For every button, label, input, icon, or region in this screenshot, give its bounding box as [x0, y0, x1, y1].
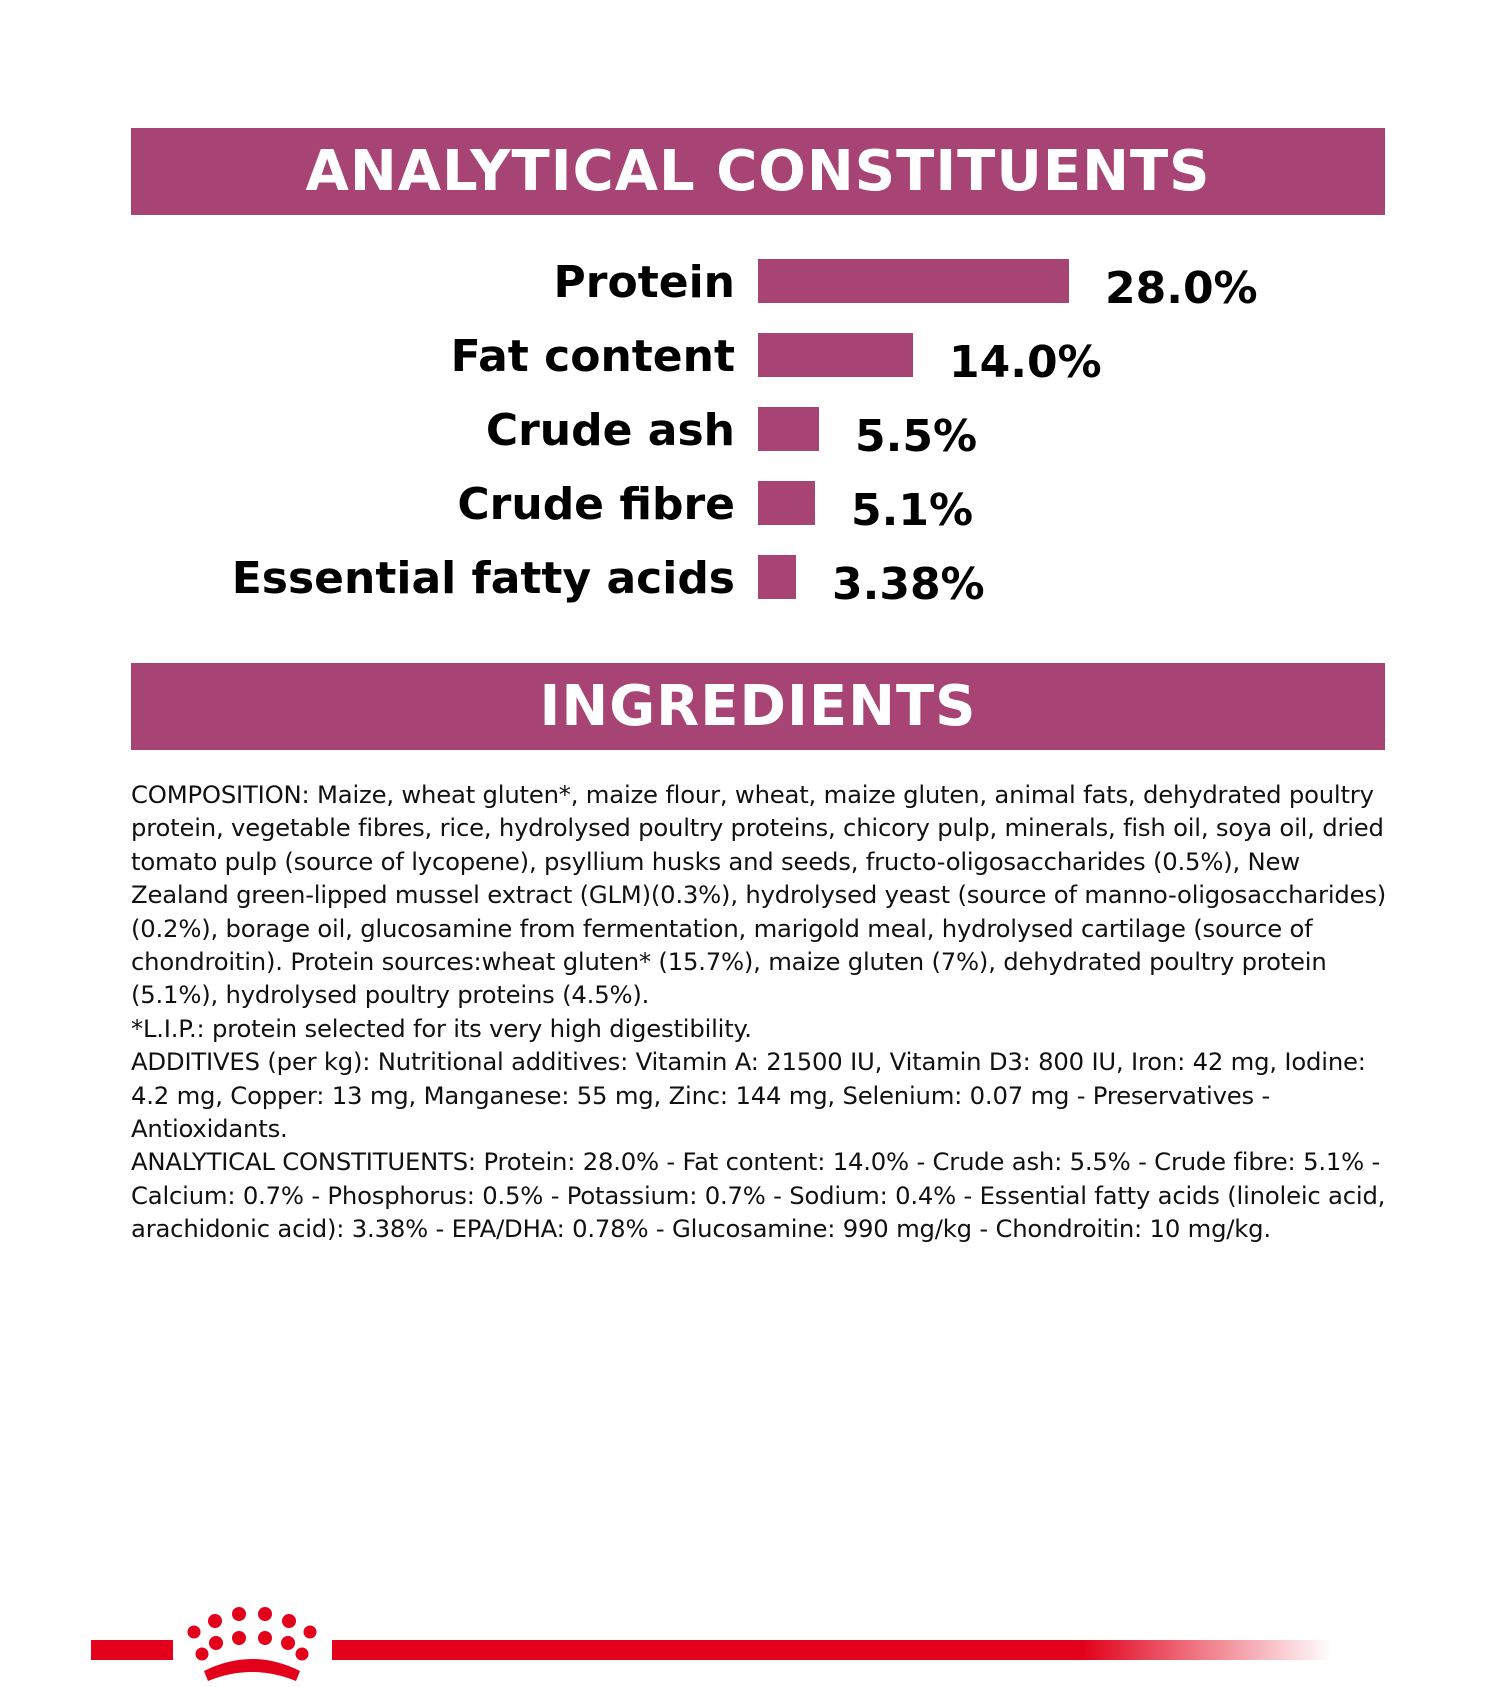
- constituent-row-crude-ash: [0, 400, 1500, 462]
- constituent-bar: [758, 259, 1069, 303]
- footer-stripe-left: [91, 1640, 173, 1660]
- composition-text: [131, 778, 1391, 1246]
- constituent-label: Crude ash: [485, 405, 735, 456]
- constituent-row-crude-fibre: [0, 474, 1500, 536]
- constituent-value: 28.0%: [1105, 263, 1258, 314]
- constituent-row-essential-fatty-acids: [0, 548, 1500, 610]
- constituent-row-protein: [0, 252, 1500, 314]
- ingredients-heading: [131, 663, 1385, 750]
- composition-paragraph: COMPOSITION: Maize, wheat gluten*, maize flour, wheat, maize gluten, animal fats, dehydrated poultry protein, vegetable fibres, rice, hydrolysed poultry proteins, chicory pulp, minerals, fish oil, soya oil, dried tomato pulp (source of lycopene), psyllium husks and seeds, fructo-oligosaccharides (0.5%), New Zealand green-lipped mussel extract (GLM)(0.3%), hydrolysed yeast (source of manno-oligosaccharides) (0.2%), borage oil, glucosamine from fermentation, marigold meal, hydrolysed cartilage (source of chondroitin). Protein sources:wheat gluten* (15.7%), maize gluten (7%), dehydrated poultry protein (5.1%), hydrolysed poultry proteins (4.5%).: [131, 780, 1387, 1010]
- additives-paragraph: ADDITIVES (per kg): Nutritional additives: Vitamin A: 21500 IU, Vitamin D3: 800 IU, Iron: 42 mg, Iodine: 4.2 mg, Copper: 13 mg, Manganese: 55 mg, Zinc: 144 mg, Selenium: 0.07 mg - Preservatives - Antioxidants.: [131, 1047, 1366, 1144]
- ingredients-title: INGREDIENTS: [539, 674, 977, 739]
- constituent-label: Protein: [553, 257, 735, 308]
- constituent-bar: [758, 481, 815, 525]
- analytical-constituents-paragraph: ANALYTICAL CONSTITUENTS: Protein: 28.0% - Fat content: 14.0% - Crude ash: 5.5% - Crude fibre: 5.1% - Calcium: 0.7% - Phosphorus: 0.5% - Potassium: 0.7% - Sodium: 0.4% - Essential fatty acids (linoleic acid, arachidonic acid): 3.38% - EPA/DHA: 0.78% - Glucosamine: 990 mg/kg - Chondroitin: 10 mg/kg.: [131, 1147, 1386, 1244]
- constituent-bar: [758, 555, 796, 599]
- analytical-constituents-heading: [131, 128, 1385, 215]
- crown-icon: [182, 1607, 322, 1687]
- footer-stripe-right: [332, 1640, 1332, 1660]
- constituent-row-fat-content: [0, 326, 1500, 388]
- constituent-label: Fat content: [450, 331, 735, 382]
- constituent-value: 5.1%: [851, 485, 974, 536]
- constituent-value: 14.0%: [949, 337, 1102, 388]
- constituent-label: Essential fatty acids: [231, 553, 735, 604]
- constituent-bar: [758, 333, 913, 377]
- constituent-value: 3.38%: [832, 559, 985, 610]
- constituent-label: Crude fibre: [457, 479, 735, 530]
- analytical-constituents-title: ANALYTICAL CONSTITUENTS: [305, 139, 1211, 204]
- constituent-value: 5.5%: [855, 411, 978, 462]
- constituent-bar: [758, 407, 819, 451]
- lip-note: *L.I.P.: protein selected for its very high digestibility.: [131, 1013, 752, 1043]
